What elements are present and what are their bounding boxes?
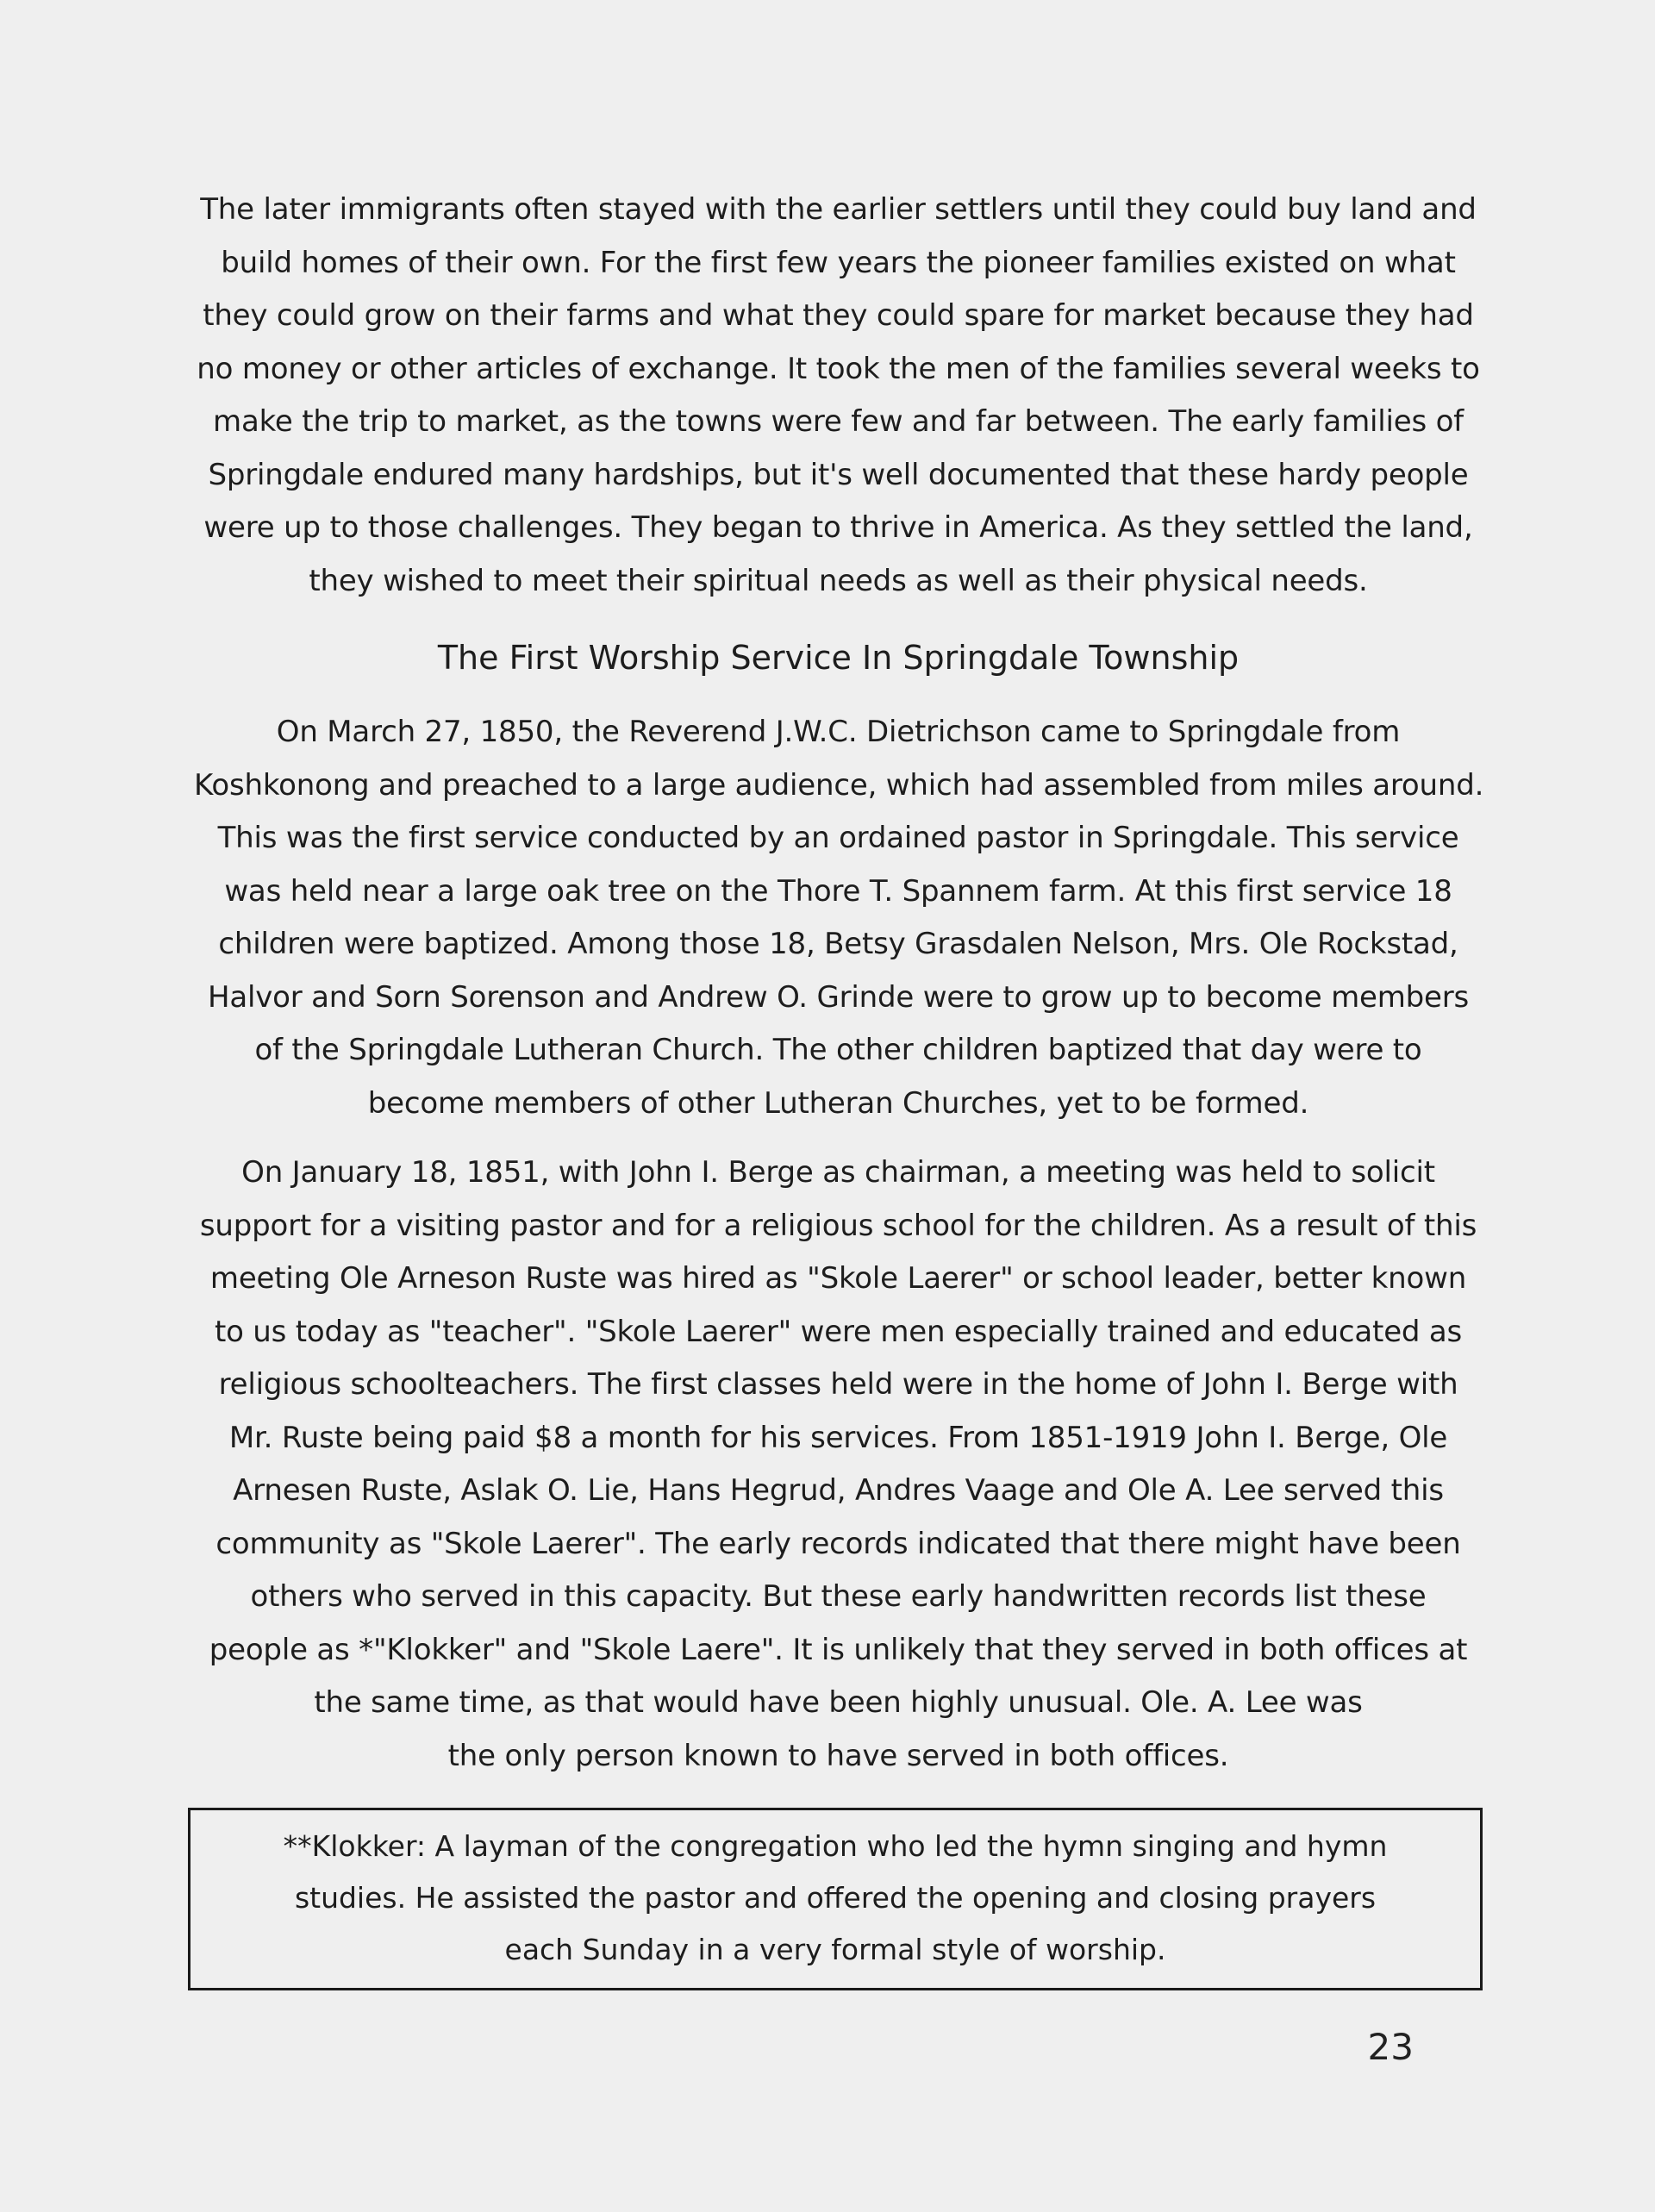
- text-line: of the Springdale Lutheran Church. The other children baptized that day were to: [254, 1033, 1422, 1067]
- text-line: The later immigrants often stayed with the earlier settlers until they could buy land and: [200, 192, 1477, 227]
- text-line: the same time, as that would have been highly unusual. Ole. A. Lee was: [314, 1685, 1363, 1720]
- text-line: Halvor and Sorn Sorenson and Andrew O. Grinde were to grow up to become members: [207, 979, 1470, 1015]
- text-line: community as "Skole Laerer". The early records indicated that there might have been: [215, 1526, 1461, 1561]
- text-line: religious schoolteachers. The first classes held were in the home of John I. Berge with: [218, 1367, 1458, 1402]
- text-line: On March 27, 1850, the Reverend J.W.C. Dietrichson came to Springdale from: [276, 715, 1401, 749]
- page-number: 23: [1367, 2026, 1414, 2068]
- text-line: This was the first service conducted by an ordained pastor in Springdale. This service: [217, 821, 1459, 855]
- text-line: become members of other Lutheran Churches, yet to be formed.: [367, 1085, 1309, 1121]
- text-line: make the trip to market, as the towns were few and far between. The early families of: [213, 404, 1464, 439]
- footnote-line: **Klokker: A layman of the congregation who led the hymn singing and hymn: [283, 1829, 1388, 1863]
- text-line: the only person known to have served in both offices.: [447, 1738, 1229, 1773]
- text-line: children were baptized. Among those 18, Betsy Grasdalen Nelson, Mrs. Ole Rockstad,: [218, 927, 1458, 961]
- text-line: On January 18, 1851, with John I. Berge as chairman, a meeting was held to solicit: [241, 1155, 1435, 1190]
- text-line: no money or other articles of exchange. It took the men of the families several weeks to: [197, 351, 1480, 386]
- footnote-line: each Sunday in a very formal style of worship.: [504, 1933, 1166, 1966]
- text-line: were up to those challenges. They began to thrive in America. As they settled the land,: [203, 510, 1473, 545]
- text-line: support for a visiting pastor and for a religious school for the children. As a result of this: [199, 1208, 1477, 1243]
- text-line: others who served in this capacity. But these early handwritten records list these: [250, 1579, 1427, 1614]
- school-paragraph: [194, 1147, 1483, 1783]
- text-line: meeting Ole Arneson Ruste was hired as "Skole Laerer" or school leader, better known: [209, 1261, 1467, 1296]
- section-heading: The First Worship Service In Springdale Township: [437, 639, 1240, 677]
- footnote-box: [188, 1808, 1483, 1990]
- text-line: to us today as "teacher". "Skole Laerer" were men especially trained and educated as: [214, 1314, 1463, 1349]
- intro-paragraph: [194, 184, 1483, 608]
- text-line: was held near a large oak tree on the Thore T. Spannem farm. At this first service 18: [224, 873, 1452, 909]
- first-service-paragraph: [194, 706, 1483, 1130]
- footnote-line: studies. He assisted the pastor and offered the opening and closing prayers: [294, 1881, 1377, 1915]
- footnote-text: [190, 1821, 1480, 1976]
- text-line: Arnesen Ruste, Aslak O. Lie, Hans Hegrud, Andres Vaage and Ole A. Lee served this: [233, 1473, 1444, 1508]
- text-line: they wished to meet their spiritual needs as well as their physical needs.: [309, 563, 1368, 598]
- text-line: Mr. Ruste being paid $8 a month for his services. From 1851-1919 John I. Berge, Ole: [228, 1420, 1448, 1455]
- text-line: build homes of their own. For the first few years the pioneer families existed on what: [221, 245, 1456, 280]
- text-line: they could grow on their farms and what they could spare for market because they had: [203, 298, 1474, 333]
- text-line: Springdale endured many hardships, but it's well documented that these hardy people: [208, 457, 1469, 492]
- text-line: people as *"Klokker" and "Skole Laere". It is unlikely that they served in both offices at: [209, 1632, 1468, 1667]
- text-line: Koshkonong and preached to a large audience, which had assembled from miles around.: [194, 767, 1484, 803]
